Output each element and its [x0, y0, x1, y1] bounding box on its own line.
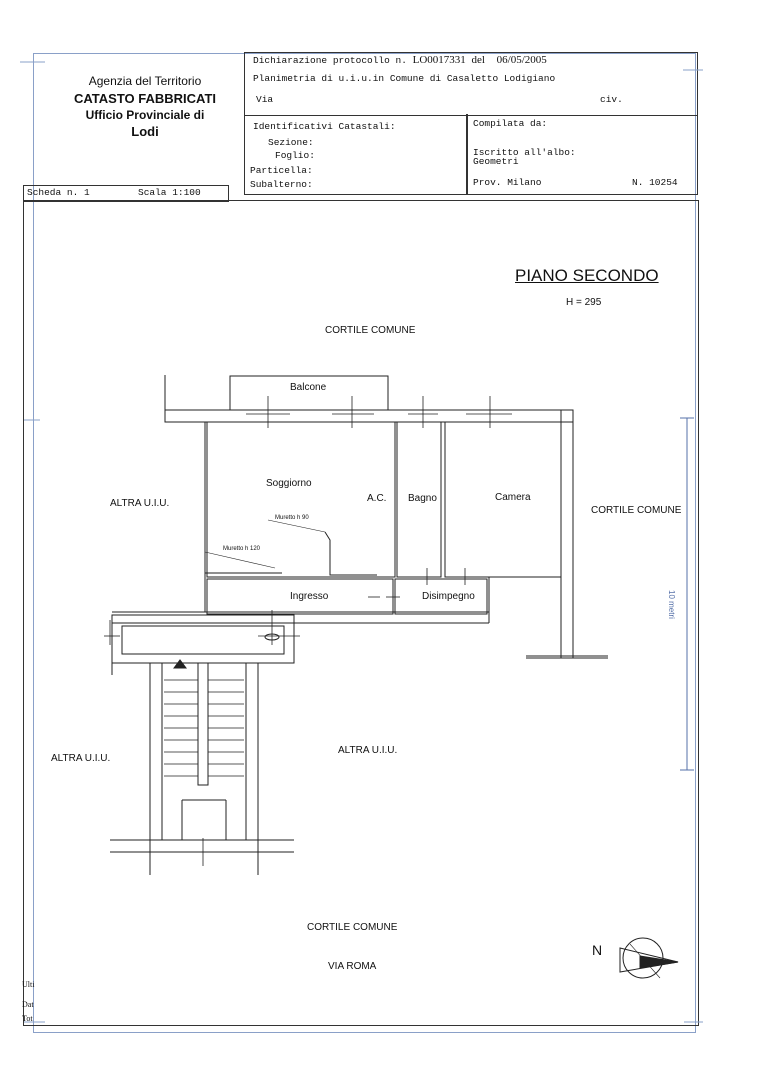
- ingresso-label: Ingresso: [290, 591, 329, 602]
- declaration-date: 06/05/2005: [496, 54, 547, 66]
- province-value: Prov. Milano: [473, 177, 542, 188]
- footer-fragment-2: Dat: [22, 1000, 34, 1009]
- north-label: N: [592, 942, 603, 958]
- scale-label: Scala 1:100: [138, 187, 201, 198]
- particella-label: Particella:: [250, 165, 313, 176]
- scheda-label: Scheda n. 1: [27, 187, 90, 198]
- via-roma-label: VIA ROMA: [328, 961, 377, 972]
- stair-treads: [164, 680, 244, 776]
- civ-label: civ.: [600, 94, 623, 105]
- agency-office: Ufficio Provinciale di: [85, 108, 205, 122]
- footer-fragment-3: Tot: [22, 1014, 33, 1023]
- altra-uiu-center: ALTRA U.I.U.: [338, 745, 398, 756]
- muretto-90-note: Muretto h 90: [275, 515, 309, 521]
- agency-name: Agenzia del Territorio: [88, 74, 202, 88]
- via-label: Via: [256, 94, 274, 105]
- profession-value: Geometri: [473, 156, 519, 167]
- floor-height: H = 295: [566, 297, 602, 308]
- cortile-right-label: CORTILE COMUNE: [591, 505, 682, 516]
- north-arrow: [620, 938, 678, 978]
- balcone-label: Balcone: [290, 382, 327, 393]
- sezione-label: Sezione:: [268, 137, 314, 148]
- protocol-number: LO0017331: [412, 54, 466, 66]
- declaration-prefix: Dichiarazione protocollo n.: [253, 55, 407, 66]
- right-wall: [561, 410, 573, 658]
- cortile-top-label: CORTILE COMUNE: [325, 325, 416, 336]
- altra-uiu-left-top: ALTRA U.I.U.: [110, 498, 170, 509]
- agency-department: CATASTO FABBRICATI: [73, 91, 217, 106]
- planimetry-line: Planimetria di u.i.u.in Comune di Casaletto Lodigiano: [253, 73, 556, 84]
- iscritto-label: Iscritto all'albo:: [473, 147, 576, 158]
- muretto-120-note: Muretto h 120: [223, 546, 261, 552]
- del-label: del: [471, 54, 485, 66]
- scale-bar: [680, 418, 694, 770]
- identifiers-title: Identificativi Catastali:: [253, 121, 396, 132]
- bagno-label: Bagno: [408, 493, 437, 504]
- cortile-bottom-label: CORTILE COMUNE: [307, 922, 398, 933]
- register-number: N. 10254: [632, 177, 678, 188]
- scale-bar-label: 10 metri: [667, 590, 676, 619]
- ac-label: A.C.: [367, 493, 387, 504]
- soggiorno-label: Soggiorno: [266, 478, 312, 489]
- foglio-label: Foglio:: [275, 150, 315, 161]
- floor-title: PIANO SECONDO: [515, 266, 659, 285]
- agency-city: Lodi: [131, 124, 159, 139]
- camera-label: Camera: [495, 492, 531, 503]
- subalterno-label: Subalterno:: [250, 179, 313, 190]
- compilation-title: Compilata da:: [473, 118, 548, 129]
- altra-uiu-left-bottom: ALTRA U.I.U.: [51, 753, 111, 764]
- disimpegno-label: Disimpegno: [422, 591, 475, 602]
- top-wall: [165, 410, 573, 422]
- footer-fragment-1: Ulti: [22, 980, 35, 989]
